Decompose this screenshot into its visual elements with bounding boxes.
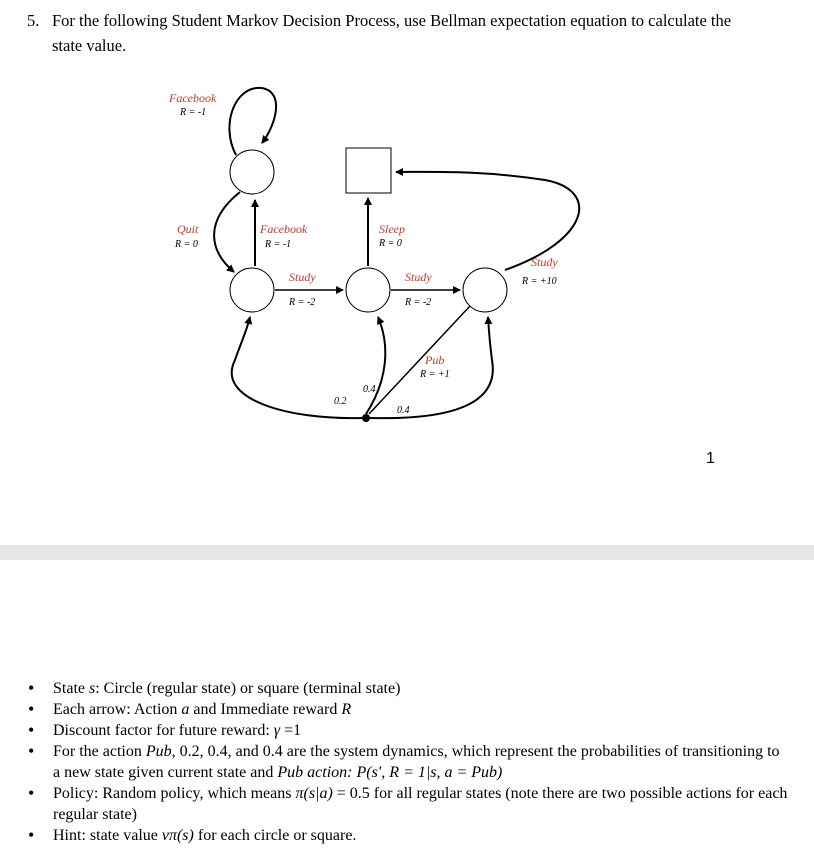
label-study2: Study [405,270,432,284]
question-text: For the following Student Markov Decision Process, use Bellman expectation equation to calculate the state value. [52,11,732,55]
bullet-pub-dynamics: • For the action Pub, 0.2, 0.4, and 0.4 are the system dynamics, which represent the probabilities of transitioning to a new state given current state and Pub action: P(s′, R = 1|s, a = Pub) [28,741,788,783]
bullet-state: • State s: Circle (regular state) or square (terminal state) [28,678,788,699]
label-facebook-top-reward: R = -1 [180,107,207,118]
label-facebook-top: Facebook [169,91,217,105]
bullet-discount: • Discount factor for future reward: γ =1 [28,720,788,741]
label-prob-02: 0.2 [334,396,347,407]
label-study3: Study [531,255,558,269]
bullet-hint: • Hint: state value vπ(s) for each circle or square. [28,825,788,846]
label-study1: Study [289,270,316,284]
label-study2-reward: R = -2 [405,297,432,308]
arrow-quit [214,192,240,272]
question-number: 5. [27,11,40,30]
state-facebook [230,150,274,194]
state-terminal-sleep [346,148,391,193]
pub-chance-node [362,414,370,422]
label-quit: Quit [177,222,199,236]
bullet-policy: • Policy: Random policy, which means π(s|a) = 0.5 for all regular states (note there are two possible actions for each regular state) [28,783,788,825]
bullet-arrow: • Each arrow: Action a and Immediate reward R [28,699,788,720]
label-pub-reward: R = +1 [420,369,450,380]
arrow-pub-to-class3 [370,317,493,418]
label-study1-reward: R = -2 [289,297,316,308]
arrow-facebook-self [229,88,276,155]
label-prob-04b: 0.4 [397,405,410,416]
state-class1 [230,268,274,312]
label-study3-reward: R = +10 [522,276,557,287]
label-pub: Pub [425,353,445,367]
state-class2 [346,268,390,312]
page-divider [0,545,814,560]
bullet-list [28,678,788,846]
label-sleep-reward: R = 0 [379,238,402,249]
label-quit-reward: R = 0 [175,239,198,250]
label-prob-04a: 0.4 [363,384,376,395]
label-facebook-mid: Facebook [260,222,308,236]
page-number: 1 [706,450,715,467]
label-sleep: Sleep [379,222,405,236]
label-facebook-mid-reward: R = -1 [265,239,292,250]
state-class3 [463,268,507,312]
